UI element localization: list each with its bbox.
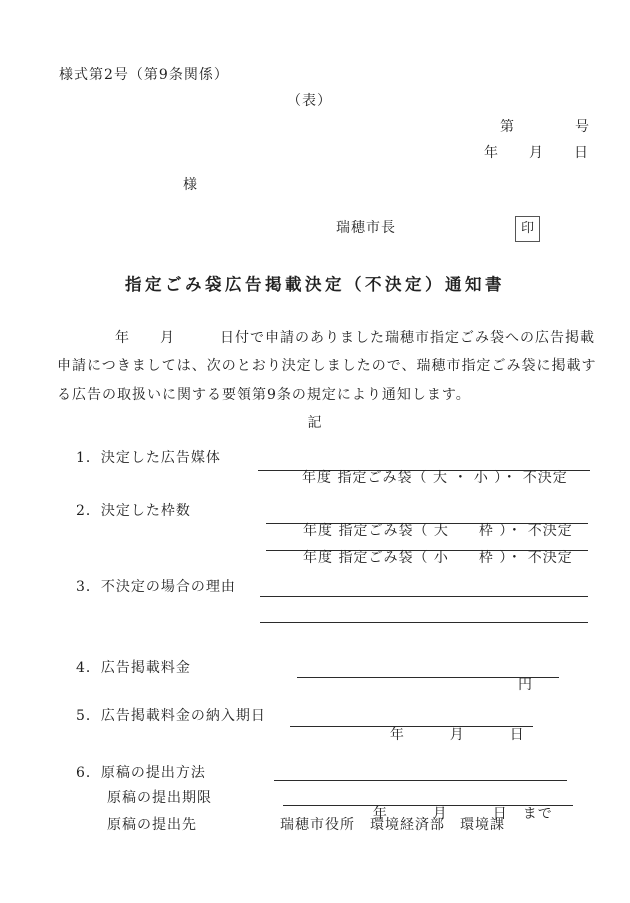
item3-reason-blank-line-2 (260, 602, 588, 623)
item4-label: 4．広告掲載料金 (76, 660, 191, 676)
document-title: 指定ごみ袋広告掲載決定（不決定）通知書 (125, 275, 505, 294)
item2-frames-large-field (266, 503, 588, 539)
item6-deadline-label: 原稿の提出期限 (107, 790, 212, 806)
item4-fee-unit: 円 (518, 677, 533, 693)
item5-payment-due-field (290, 707, 533, 743)
issue-date-line: 年 月 日 (484, 145, 589, 161)
item6-deadline-field (283, 786, 573, 822)
form-number-note: 様式第2号（第9条関係） (59, 67, 229, 83)
item5-label: 5．広告掲載料金の納入期日 (76, 708, 266, 724)
item1-label: 1．決定した広告媒体 (76, 450, 221, 466)
page-side-label: （表） (287, 93, 332, 109)
body-paragraph-line-1: 年 月 日付で申請のありました瑞穂市指定ごみ袋への広告掲載 (115, 330, 595, 346)
item2-label: 2．決定した枠数 (76, 503, 191, 519)
item2-frames-small-value: 年度 指定ごみ袋（ 小 枠 ）・ 不決定 (303, 550, 573, 566)
item6-destination-value: 瑞穂市役所 環境経済部 環境課 (280, 817, 505, 833)
item1-ad-media-value: 年度 指定ごみ袋（ 大 ・ 小 ）・ 不決定 (302, 470, 568, 486)
item4-fee-field (297, 657, 559, 693)
item3-reason-blank-line-1 (260, 576, 588, 597)
item6-destination-label: 原稿の提出先 (107, 817, 197, 833)
item6-deadline-value: 年 月 日 まで (372, 806, 553, 822)
item6-label: 6．原稿の提出方法 (76, 765, 206, 781)
item5-payment-due-value: 年 月 日 (389, 727, 525, 743)
document-number-line: 第 号 (500, 119, 590, 135)
sender-name: 瑞穂市長 (336, 220, 396, 236)
body-paragraph-line-2: 申請につきましては、次のとおり決定しましたので、瑞穂市指定ごみ袋に掲載す (57, 358, 597, 374)
seal-box (515, 216, 540, 242)
item3-label: 3．不決定の場合の理由 (76, 579, 236, 595)
ki-marker: 記 (307, 415, 323, 431)
addressee-suffix: 様 (183, 177, 198, 193)
item1-ad-media-field (258, 450, 590, 486)
item2-frames-small-field (266, 530, 588, 566)
body-paragraph-line-3: る広告の取扱いに関する要領第9条の規定により通知します。 (57, 387, 471, 403)
item6-submission-method-blank-line (274, 760, 567, 781)
item2-frames-large-value: 年度 指定ごみ袋（ 大 枠 ）・ 不決定 (303, 523, 573, 539)
seal-character: 印 (520, 221, 534, 236)
